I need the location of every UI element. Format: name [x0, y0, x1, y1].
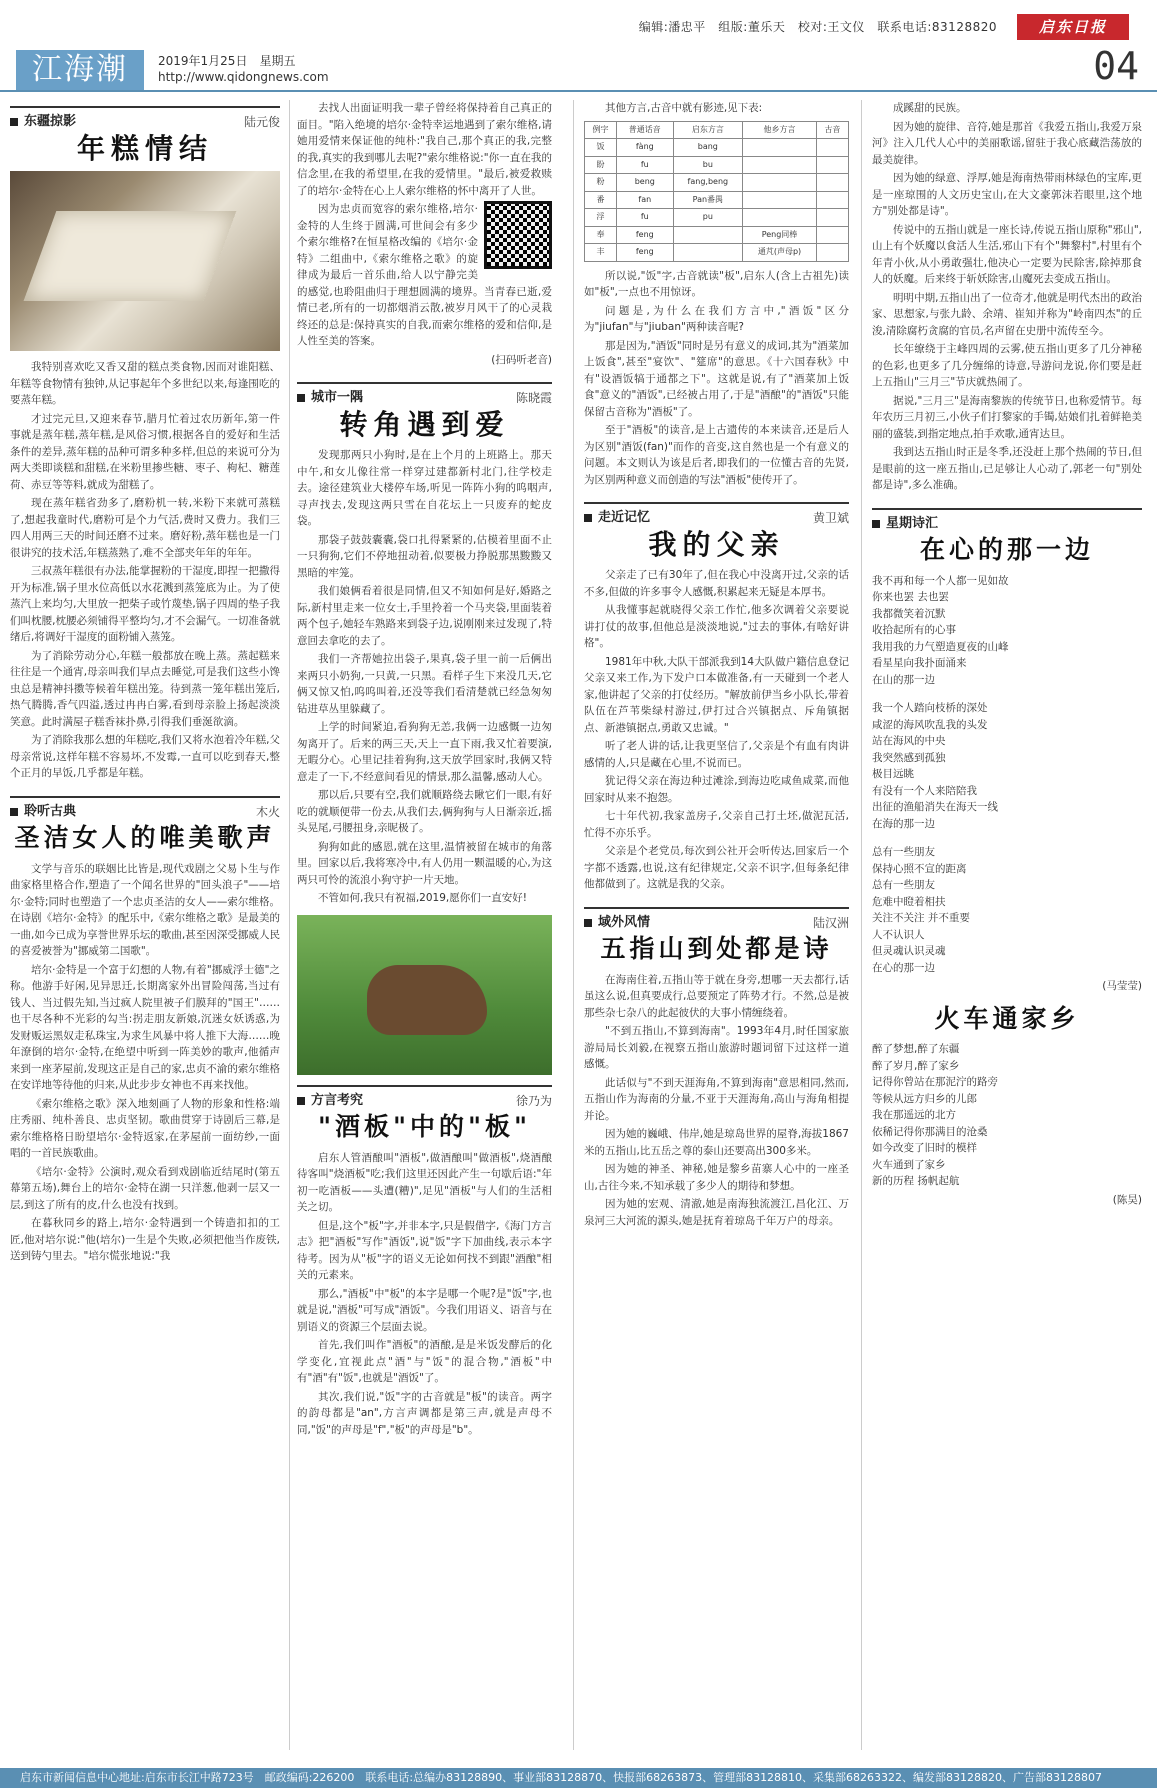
paragraph: 传说中的五指山就是一座长诗,传说五指山原称"邪山",山上有个妖魔以食活人生活,邪山下有个"舞黎村",村里有个年青小伙,从小勇敢强壮,他决心一定要为民除害,除掉那食人的妖魔。后来终于斩妖除害,山魔死去变成五指山。: [872, 223, 1142, 285]
table-cell: [673, 244, 743, 262]
paragraph: 其次,我们说,"饭"字的古音就是"板"的读音。两字的韵母都是"an",方言声调都是第三声,就是声母不同,"饭"的声母是"f","板"的声母是"b"。: [297, 1390, 552, 1436]
poem-line: 我不再和每一个人都一见如故: [872, 574, 1009, 587]
pronunciation-table: [584, 121, 849, 262]
table-cell: Pan番禺: [673, 191, 743, 209]
dateline: 2019年1月25日 星期五: [158, 54, 296, 68]
article-author: 徐乃为: [515, 1093, 552, 1108]
paragraph: 培尔·金特是一个富于幻想的人物,有着"挪威浮士德"之称。他游手好闲,见异思迁,长期离家外出冒险闯荡,当过有钱人、当过假先知,当过疯人院里被子们膜拜的"国王"……也干尽各种不光彩的勾当:拐走朋友新娘,沉迷女妖诱惑,为发财贩运黑奴走私珠宝,为求生风暴中将人推下大海……晚年潦倒的培尔·金特,在绝望中听到一阵美妙的歌声,他循声来到一座茅屋前,发现这正是自己的家,忠贞不渝的索尔维格在安详地等待他的归来,从此步步女神也不再来找他。: [10, 963, 280, 1091]
section-header: [297, 1085, 552, 1110]
poem-line: 依稀记得你那满目的沧桑: [872, 1125, 988, 1138]
paragraph: 那以后,只要有空,我们就顺路绕去瞅它们一眼,有好吃的就顺便带一份去,从我们去,俩狗狗与人日渐亲近,摇头晃尾,弓腰扭身,亲昵极了。: [297, 789, 552, 834]
square-bullet-icon: [10, 118, 18, 126]
article-continuation: [297, 100, 552, 368]
credits-line: 编辑:潘忠平 组版:董乐天 校对:王文仪 联系电话:83128820: [638, 20, 997, 34]
paragraph: 我们一齐帮她拉出袋子,果真,袋子里一前一后俩出来两只小奶狗,一只黄,一只黑。看样子生下来没几天,它俩又惊又怕,呜呜叫着,还没等我们看清楚就已经急匆匆钻进草丛里躲藏了。: [297, 653, 552, 715]
paragraph: 明明中期,五指山出了一位奇才,他就是明代杰出的政治家、思想家,与张九龄、余靖、崔知并称为"岭南四杰"的丘浚,清除腐朽贪腐的官员,名声留在史册中流传至今。: [872, 291, 1142, 337]
table-cell: 粉: [585, 174, 617, 192]
poem-line: 关注不关注 并不重要: [872, 912, 970, 924]
article-author: 陈晓霞: [515, 391, 552, 405]
table-cell: fu: [617, 156, 673, 174]
table-row: [585, 244, 849, 262]
table-cell: [816, 209, 848, 227]
poem-line: 在心的那一边: [872, 961, 935, 974]
poem-line: 在海的那一边: [872, 817, 935, 830]
paragraph: 1981年中秋,大队干部派我到14大队做户籍信息登记父亲又来工作,为下发户口本做准备,有一天碰到一个老人家,他讲起了父亲的打仗经历。"解放前伊当乡小队长,带着队伍在芦苇柴绿村游过,伊打过合兴镇据点、斥角镇据点、新港镇据点,勇敢又忠诚。": [584, 655, 849, 734]
section-header: [10, 796, 280, 821]
article-continuation: [584, 100, 849, 488]
table-row: [585, 156, 849, 174]
paragraph: 至于"酒板"的读音,是上古遗传的本来读音,还是后人为区别"酒饭(fan)"而作的音变,这自然也是一个有意义的问题。本文则认为该是后者,即我们的一位懂古音的先贤,为区别两种意义而创造的写法"酒板"使传开了。: [584, 424, 849, 486]
poem-author: (陈昊): [1112, 1193, 1142, 1206]
article-title: 我的父亲: [648, 527, 785, 561]
article-title: 转角遇到爱: [339, 407, 510, 441]
article-title: 五指山到处都是诗: [600, 934, 833, 963]
paragraph: 听了老人讲的话,让我更坚信了,父亲是个有血有肉讲感情的人,只是藏在心里,不说而已。: [584, 740, 849, 769]
table-cell: fàng: [617, 139, 673, 157]
column-divider: [861, 100, 862, 1750]
section-name: 域外风情: [598, 914, 651, 930]
paragraph: 狗狗如此的感恩,就在这里,温情被留在城市的角落里。回家以后,我将寒冷中,有人仍用一颗温暖的心,为这两只可怜的流浪小狗守护一片天地。: [297, 840, 552, 886]
column-name: 江海潮: [16, 50, 144, 90]
paragraph: 因为她的旋律、音符,她是那首《我爱五指山,我爱万泉河》注入几代人心中的美丽歌谣,留驻于我心底藏浩荡放的最美旋律。: [872, 120, 1142, 166]
poem-line: 我都微笑着沉默: [872, 607, 946, 620]
poem-line: 站在海风的中央: [872, 735, 946, 747]
paragraph: 犹记得父亲在海边种过滩涂,到海边吃咸鱼咸菜,而他回家时从来不抱怨。: [584, 775, 849, 804]
paragraph: 我们娘俩看着很是同情,但又不知如何是好,婚路之际,新村里走来一位女士,手里拎着一个马夹袋,里面装着两个包子,她轻车熟路来到袋子边,说刚刚来过发现了,特意回去拿吃的去了。: [297, 585, 552, 647]
table-cell: beng: [617, 174, 673, 192]
section-header: [10, 106, 280, 131]
section-header: [584, 907, 849, 932]
table-cell: [816, 139, 848, 157]
poem-line: 极目远眺: [872, 768, 914, 780]
section-name: 方言考究: [311, 1092, 364, 1108]
article-body: [10, 359, 280, 782]
square-bullet-icon: [297, 1097, 305, 1105]
poem-line: 火车通到了家乡: [872, 1158, 946, 1171]
poem-author: (马莹莹): [1102, 980, 1142, 992]
poem-title: 火车通家乡: [934, 1003, 1080, 1033]
paragraph: 上学的时间紧迫,看狗狗无恙,我俩一边感慨一边匆匆离开了。后来的两三天,天上一直下雨,我又忙着要演,无暇分心。心里记挂着狗狗,这天放学回家时,我俩又特意走了一下,不经意间看见的情景,那么温馨,感动人心。: [297, 721, 552, 783]
article-body: [297, 447, 552, 907]
square-bullet-icon: [297, 394, 305, 402]
section-header: [297, 382, 552, 407]
paragraph: 因为她的神圣、神秘,她是黎乡苗寨人心中的一座圣山,古往今来,不知承载了多少人的期待和梦想。: [584, 1163, 849, 1192]
table-cell: [743, 139, 817, 157]
paragraph: 从我懂事起就晓得父亲工作忙,他多次调着父亲要说讲打仗的故事,但他总是淡淡地说,"过去的事体,有啥好讲格"。: [584, 604, 849, 649]
masthead: [0, 44, 1157, 92]
table-cell: [816, 156, 848, 174]
paragraph: 那袋子鼓鼓囊囊,袋口扎得紧紧的,估模着里面不止一只狗狗,它们不停地扭动着,似要极力挣脱那黑黢黢又黑暗的牢笼。: [297, 533, 552, 579]
article-title: 圣洁女人的唯美歌声: [14, 823, 276, 852]
poem-line: 新的历程 扬帆起航: [872, 1175, 960, 1187]
paragraph: 三叔蒸年糕很有办法,能掌握粉的干湿度,即捏一把撒得开为标准,锅子里水位高低以水花溅到蒸笼底为止。为了使蒸汽上来均匀,大里放一把柴子或竹蔑垫,锅子四周的垫子我们叫枕腰,枕腰必须铺得平整均匀,才不会漏气。一切准备就绪后,将调好干湿度的面粉铺入蒸笼。: [10, 565, 280, 643]
table-cell: [743, 174, 817, 192]
square-bullet-icon: [584, 919, 592, 927]
table-cell: 盼: [585, 156, 617, 174]
column-divider: [289, 100, 290, 1750]
table-cell: [816, 226, 848, 244]
table-header: 启东方言: [673, 121, 743, 139]
poem-body: [872, 573, 1142, 977]
article-author: 陆汉洲: [812, 915, 849, 930]
column-3: [584, 100, 849, 1231]
paragraph: 启东人管酒酿叫"酒板",做酒酿叫"做酒板",烧酒酿待客叫"烧酒板"吃;我们这里还因此产生一句歇后语:"年初一吃酒板——头遭(糟)",足见"酒板"与人们的生活相关之切。: [297, 1151, 552, 1213]
paragraph: 在海南住着,五指山等于就在身旁,想哪一天去都行,话虽这么说,但真要成行,总要预定了阵势才行。不然,总是被那些杂七杂八的此起彼伏的大事小情缠绕着。: [584, 973, 849, 1019]
paragraph: 现在蒸年糕省劲多了,磨粉机一转,米粉下来就可蒸糕了,想起我童时代,磨粉可是个力气活,费时又费力。我们三四人用两三天的时间还磨不过来。磨好粉,蒸年糕也是一门很讲究的技术活,年糕蒸熟了,难不全部夹年年的年年。: [10, 497, 280, 559]
qr-caption: (扫码听老音): [491, 353, 552, 366]
column-4: [872, 100, 1142, 1208]
table-cell: [816, 174, 848, 192]
poem-line: 我在那遥远的北方: [872, 1109, 956, 1121]
poem-line: 我突然感到孤独: [872, 751, 946, 764]
table-row: [585, 191, 849, 209]
poem-line: 人不认识人: [872, 928, 925, 941]
poem-line: 等候从远方归乡的儿郎: [872, 1092, 977, 1105]
article-title: "酒板"中的"板": [317, 1112, 532, 1141]
square-bullet-icon: [584, 514, 592, 522]
website-link[interactable]: http://www.qidongnews.com: [158, 70, 329, 84]
poem-line: 但灵魂认识灵魂: [872, 945, 946, 957]
paragraph: 因为她的巍峨、伟岸,她是琼岛世界的屋脊,海拔1867米的五指山,比五岳之尊的泰山还要高出300多米。: [584, 1128, 849, 1157]
paragraph: 长年缭绕于主峰四周的云雾,使五指山更多了几分神秘的色彩,也更多了几分缠绵的诗意,导游问龙说,你们要是赶上五指山"三月三"节庆就热闹了。: [872, 343, 1142, 388]
paragraph: 不管如何,我只有祝福,2019,愿你们一直安好!: [318, 892, 527, 904]
poem-line: 收拾起所有的心事: [872, 624, 956, 636]
paragraph: 《索尔维格之歌》深入地刻画了人物的形象和性格:端庄秀丽、纯朴善良、忠贞坚韧。歌曲贯穿于诗剧后三幕,是索尔维格格日盼望培尔·金特返家,在茅屋前一面纺纱,一面唱的一首民族歌曲。: [10, 1097, 280, 1159]
paragraph: 其他方言,古音中就有影迹,见下表:: [605, 102, 763, 114]
paragraph: 父亲走了已有30年了,但在我心中没离开过,父亲的话不多,但做的许多事令人感慨,积累起来无疑是本厚书。: [584, 569, 849, 598]
poem-line: 我一个人踏向枝桥的深处: [872, 702, 988, 714]
article-author: 陆元俊: [243, 115, 280, 129]
poem-line: 总有一些朋友: [872, 879, 935, 891]
section-name: 聆听古典: [24, 803, 77, 819]
table-cell: 浮: [585, 209, 617, 227]
newspaper-logo: 启东日报: [1017, 14, 1129, 40]
section-name: 星期诗汇: [886, 515, 939, 531]
stanza-break: [872, 688, 1142, 698]
paragraph: 文学与音乐的联姻比比皆是,现代戏剧之父易卜生与作曲家格里格合作,塑造了一个闻名世界的"回头浪子"——培尔·金特;同时也塑造了一个忠贞圣洁的女人——索尔维格。在诗剧《培尔·金特》的配乐中,《索尔维格之歌》是最美的一曲,如今已成为享誉世界乐坛的歌曲,甚至因深受挪威人民的喜爱被誉为"挪威第二国歌"。: [10, 862, 280, 957]
section-header: [584, 502, 849, 527]
table-row: [585, 209, 849, 227]
paragraph: 据说,"三月三"是海南黎族的传统节日,也称爱情节。每年农历三月初三,小伙子们打黎家的手镯,姑娘们扎着鲜艳美丽的盛装,到指定地点,拍手欢歌,通宵达旦。: [872, 394, 1142, 440]
table-cell: fan: [617, 191, 673, 209]
poem-line: 咸涩的海风吹乱我的头发: [872, 718, 988, 731]
poem-line: 在山的那一边: [872, 673, 935, 686]
article-body: [584, 972, 849, 1230]
poem-line: 记得你曾站在那泥泞的路旁: [872, 1076, 998, 1088]
square-bullet-icon: [872, 520, 880, 528]
section-header: [872, 508, 1142, 533]
paragraph: 此话似与"不到天涯海角,不算到海南"意思相同,然而,五指山作为海南的分量,不亚于天涯海角,高山与海角相提并论。: [584, 1076, 849, 1122]
table-cell: bang: [673, 139, 743, 157]
table-cell: 番: [585, 191, 617, 209]
page-number: 04: [1093, 44, 1139, 88]
article-body: [584, 567, 849, 893]
article-title: 年糕情结: [76, 131, 213, 165]
table-cell: [743, 191, 817, 209]
table-cell: fu: [617, 209, 673, 227]
stanza-break: [872, 832, 1142, 842]
square-bullet-icon: [10, 808, 18, 816]
paragraph: 发现那两只小狗时,是在上个月的上班路上。那天中午,和女儿像往常一样穿过建都新村北门,往学校走去。途径建筑业大楼停车场,听见一阵阵小狗的呜咽声,寻声找去,发现这两只雪在自花坛上一只废弃的蛇皮袋。: [297, 449, 552, 527]
table-cell: [743, 209, 817, 227]
paragraph: 我特别喜欢吃又香又甜的糕点类食物,因而对谁阳糕、年糕等食物情有独钟,从记事起年个多世纪以来,每逢围吃的要蒸年糕。: [10, 361, 280, 406]
paragraph: 首先,我们叫作"酒板"的酒酿,是是米饭发酵后的化学变化,宜视此点"酒"与"饭"的混合物,"酒板"中有"酒"有"饭",也就是"酒饭"了。: [297, 1339, 552, 1384]
article-author: 黄卫斌: [812, 511, 849, 525]
poem-line: 保持心照不宣的距离: [872, 862, 967, 875]
table-row: [585, 174, 849, 192]
table-row: [585, 139, 849, 157]
poem-line: 出征的渔船消失在海天一线: [872, 801, 998, 813]
paragraph: 父亲是个老党员,每次到公社开会听传达,回家后一个字都不透露,也说,这有纪律规定,父亲不识字,但每条纪律他都做到了。这就是我的父亲。: [584, 845, 849, 890]
top-bar: [0, 14, 1157, 40]
table-cell: [816, 244, 848, 262]
paragraph: 那是因为,"酒饭"同时是另有意义的成词,其为"酒菜加上饭食",甚至"宴饮"、"筵席"的意思。《十六国春秋》中有"设酒饭犒于通都之下"。这就是说,有了"酒菜加上饭食"意义的"酒饭",已经被占用了,于是"酒酿"的"酒饭"只能保留古音称为"酒板"了。: [584, 339, 849, 418]
column-divider: [573, 100, 574, 1750]
column-1: [10, 100, 280, 1267]
article-body: [297, 1150, 552, 1439]
table-cell: [743, 156, 817, 174]
paragraph: 因为她的宏观、清澈,她是南海独流渡江,昌化江、万泉河三大河流的源头,她是抚育着琼岛千年万户的母亲。: [584, 1198, 849, 1227]
paragraph: 为了消除劳动分心,年糕一般都放在晚上蒸。蒸起糕来往往是一个通宵,母亲叫我们早点去睡觉,可是我们这些小馋虫总是精神抖擞等候着年糕出笼。待到蒸一笼年糕出笼后,热气腾腾,香气四溢,透过冉冉白雾,看到母亲脸上扬起淡淡笑意。此时满屋子糕香袜扑鼻,引得我们垂涎欲滴。: [10, 649, 280, 728]
poem-title: 在心的那一边: [919, 535, 1094, 564]
section-name: 走近记忆: [598, 510, 651, 525]
poem-line: 危难中瞪着相扶: [872, 895, 946, 908]
paragraph: 才过完元旦,又迎来春节,腊月忙着过农历新年,第一件事就是蒸年糕,蒸年糕,是风俗习惯,根据各自的爱好和生活条件的差异,蒸年糕的品种可谓多种多样,但总的来说可分为两大类即谈糕和甜糕,在米粉里掺些糖、枣子、枸杞、糖莲荷、赤豆等等料,就成为甜糕了。: [10, 412, 280, 491]
table-cell: fang,beng: [673, 174, 743, 192]
paragraph: 那么,"酒板"中"板"的本字是哪一个呢?是"饭"字,也就是说,"酒板"可写成"酒饭"。今我们用语义、语音与在别语义的资源三个层面去说。: [297, 1287, 552, 1333]
qr-code-icon[interactable]: [484, 201, 552, 269]
article-author: 木火: [255, 804, 280, 819]
paragraph: 因为她的绿意、浮厚,她是海南热带雨林绿色的宝库,更是一座琼围的人文历史宝山,在大文豪郭沫若眼里,这个地方"别处都是诗"。: [872, 172, 1142, 217]
section-name: 城市一隅: [311, 390, 364, 405]
table-cell: bu: [673, 156, 743, 174]
paragraph: 问题是,为什么在我们方言中,"酒饭"区分为"jiufan"与"jiuban"两种读音呢?: [584, 304, 849, 333]
paragraph: 七十年代初,我家盖房子,父亲自己打土坯,做泥瓦活,忙得不亦乐乎。: [584, 810, 849, 839]
table-cell: 饭: [585, 139, 617, 157]
paragraph: 在暮秋同乡的路上,培尔·金特遇到一个铸造扣扣的工匠,他对培尔说:"他(培尔)一生是个失败,必须把他当作废铁,送到铸勺里去。"培尔慌张地说:"我: [10, 1217, 280, 1262]
column-2: [297, 100, 552, 1440]
section-name: 东疆掠影: [24, 114, 77, 129]
paragraph: 我到达五指山时正是冬季,还没赶上那个热闹的节日,但是眼前的这一座五指山,已足够让人心动了,郭老一句"别处都是诗",多么准确。: [872, 446, 1142, 491]
table-cell: pu: [673, 209, 743, 227]
paragraph: 为了消除我那么想的年糕吃,我们又将水泡着冷年糕,父母亲常说,这样年糕不容易坏,不发霉,一直可以吃到春天,整个正月的早饭,几乎都是年糕。: [10, 734, 280, 779]
table-row: [585, 226, 849, 244]
table-header: 他乡方言: [743, 121, 817, 139]
table-header: 例字: [585, 121, 617, 139]
poem-line: 有没有一个人来陪陪我: [872, 784, 977, 797]
article-continuation: [872, 100, 1142, 494]
poem-line: 你来也罢 去也罢: [872, 591, 949, 603]
table-cell: feng: [617, 244, 673, 262]
poem-line: 如今改变了旧时的模样: [872, 1142, 977, 1154]
article-body: [10, 861, 280, 1265]
poem-line: 醉了岁月,醉了家乡: [872, 1059, 960, 1072]
footer-bar: 启东市新闻信息中心地址:启东市长江中路723号 邮政编码:226200 联系电话:总编办83128890、事业部83128870、快报部68263873、管理部83128810、采集部68263322、编发部83128820、广告部83128807: [0, 1768, 1157, 1788]
paragraph: 因为忠贞而宽容的索尔维格,培尔·金特的人生终于圆满,可世间会有多少个索尔维格?在恒星格改编的《培尔·金特》二组曲中,《索尔维格之歌》的旋律成为最后一首乐曲,给人以宁静完美的感觉,也聆阻曲归于理想圆满的境界。当青春已逝,爱情已老,所有的一切都烟消云散,被岁月风干了的心灵栽终还的总是:保持真实的自我,而索尔维格的爱和信仰,是人性至美的答案。: [297, 203, 552, 347]
poem-line: 醉了梦想,醉了东疆: [872, 1043, 960, 1055]
paragraph: 去找人出面证明我一辈子曾经将保持着自己真正的面目。"陷入绝境的培尔·金特幸运地遇到了索尔维格,请她用爱情来保证他的纯朴:"我自己,那个真正的我,完整的我,真实的我到哪儿去呢?"索尔维格说:"你一直在我的信念里,在我的希望里,在我的爱情里。"最后,被爱救赎了的培尔·金特在心上人索尔维格的怀中离开了人世。: [297, 102, 552, 197]
poem-line: 我用我的力气塑造夏夜的山峰: [872, 640, 1009, 653]
table-cell: 通芃(声母p): [743, 244, 817, 262]
table-cell: [816, 191, 848, 209]
table-header: 古音: [816, 121, 848, 139]
paragraph: 《培尔·金特》公演时,观众看到戏剧临近结尾时(第五幕第五场),舞台上的培尔·金特在湖一只洋葱,他剥一层又一层,到这了所有的皮,什么也没有找到。: [10, 1165, 280, 1211]
paragraph: 但是,这个"板"字,并非本字,只是假借字,《海门方言志》把"酒板"写作"酒饭",说"饭"字下加曲线,表示本字待考。因为从"板"字的语义无论如何找不到跟"酒酿"相关的元素来。: [297, 1219, 552, 1281]
paragraph: "不到五指山,不算到海南"。1993年4月,时任国家旅游局局长刘毅,在视察五指山旅游时题词留下过这样一道感慨。: [584, 1025, 849, 1070]
puppy-photo: [297, 915, 552, 1075]
poem-body: [872, 1041, 1142, 1190]
poem-line: 看星星向我扑面涌来: [872, 657, 967, 669]
rice-cake-photo: [10, 171, 280, 351]
table-cell: feng: [617, 226, 673, 244]
table-cell: [673, 226, 743, 244]
table-body: [585, 139, 849, 262]
table-cell: 丰: [585, 244, 617, 262]
poem-line: 总有一些朋友: [872, 846, 935, 858]
table-cell: Peng同棒: [743, 226, 817, 244]
paragraph: 所以说,"饭"字,古音就读"板",启东人(含上古祖先)读如"板",一点也不用惊讶。: [584, 269, 849, 298]
table-cell: 奉: [585, 226, 617, 244]
table-header: 普通话音: [617, 121, 673, 139]
paragraph: 成蹊甜的民族。: [893, 102, 967, 114]
